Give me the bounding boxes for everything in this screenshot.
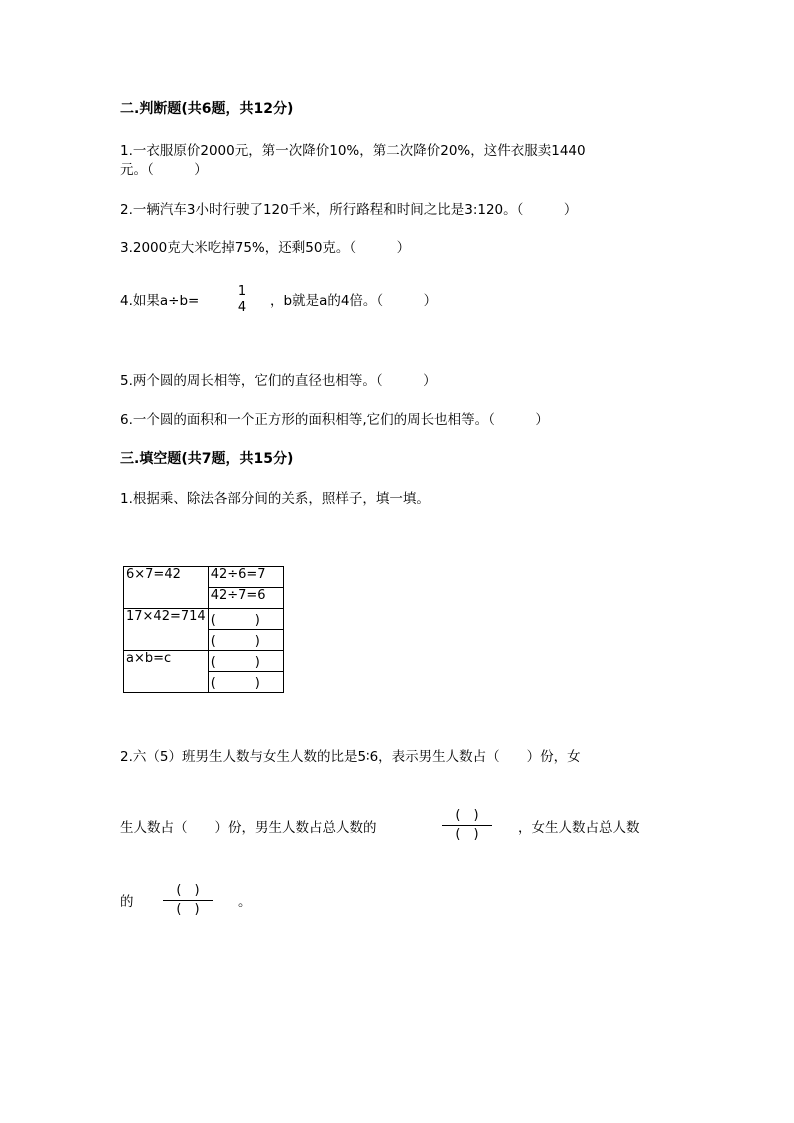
multiplication-division-table	[123, 566, 284, 693]
table-cell-blank[interactable]: ( )	[208, 672, 283, 693]
question-3-2-line-2-a: 生人数占（ ）份，男生人数占总人数的	[120, 820, 377, 836]
question-2-2: 2.一辆汽车3小时行驶了120千米，所行路程和时间之比是3:120。（ ）	[120, 202, 578, 218]
question-2-6: 6.一个圆的面积和一个正方形的面积相等,它们的周长也相等。（ ）	[120, 412, 549, 428]
fraction-blank-girls[interactable]	[163, 883, 213, 918]
question-2-1-line-2: 元。（ ）	[120, 162, 208, 178]
fraction-denominator-blank: ( )	[176, 902, 200, 917]
question-3-2-line-3-a: 的	[120, 894, 134, 910]
question-3-1: 1.根据乘、除法各部分间的关系，照样子，填一填。	[120, 491, 430, 507]
question-3-2-line-3-b: 。	[238, 894, 252, 910]
table-cell-example-division-2: 42÷7=6	[208, 588, 283, 609]
table-cell-algebra: a×b=c	[124, 651, 209, 693]
section-2-title: 二.判断题(共6题，共12分)	[120, 101, 294, 117]
table-cell-blank[interactable]: ( )	[208, 609, 283, 630]
table-cell-multiplication: 17×42=714	[124, 609, 209, 651]
table-cell-blank[interactable]: ( )	[208, 630, 283, 651]
fraction-denominator: 4	[237, 300, 247, 315]
fraction-numerator-blank: ( )	[176, 883, 200, 898]
question-2-4-before: 4.如果a÷b=	[120, 293, 200, 309]
question-3-2-line-2-b: ，女生人数占总人数	[518, 820, 640, 836]
fraction-denominator-blank: ( )	[455, 827, 479, 842]
fraction-numerator: 1	[237, 284, 247, 299]
table-cell-example-division-1: 42÷6=7	[208, 567, 283, 588]
fraction-bar	[442, 825, 492, 826]
question-3-2-line-1: 2.六（5）班男生人数与女生人数的比是5∶6，表示男生人数占（ ）份，女	[120, 749, 581, 765]
question-2-3: 3.2000克大米吃掉75%，还剩50克。（ ）	[120, 240, 411, 256]
question-2-1-line-1: 1.一衣服原价2000元，第一次降价10%，第二次降价20%，这件衣服卖1440	[120, 143, 586, 159]
table-row	[124, 567, 284, 588]
section-3-title: 三.填空题(共7题，共15分)	[120, 451, 294, 467]
table-row	[124, 651, 284, 672]
table-cell-blank[interactable]: ( )	[208, 651, 283, 672]
fraction-blank-boys[interactable]	[442, 808, 492, 843]
fraction-one-quarter	[220, 284, 264, 316]
fraction-numerator-blank: ( )	[455, 808, 479, 823]
question-2-5: 5.两个圆的周长相等，它们的直径也相等。（ ）	[120, 373, 437, 389]
table-cell-example: 6×7=42	[124, 567, 209, 609]
question-2-4-after: ，b就是a的4倍。（ ）	[270, 293, 438, 309]
fraction-bar	[163, 900, 213, 901]
table-row	[124, 609, 284, 630]
